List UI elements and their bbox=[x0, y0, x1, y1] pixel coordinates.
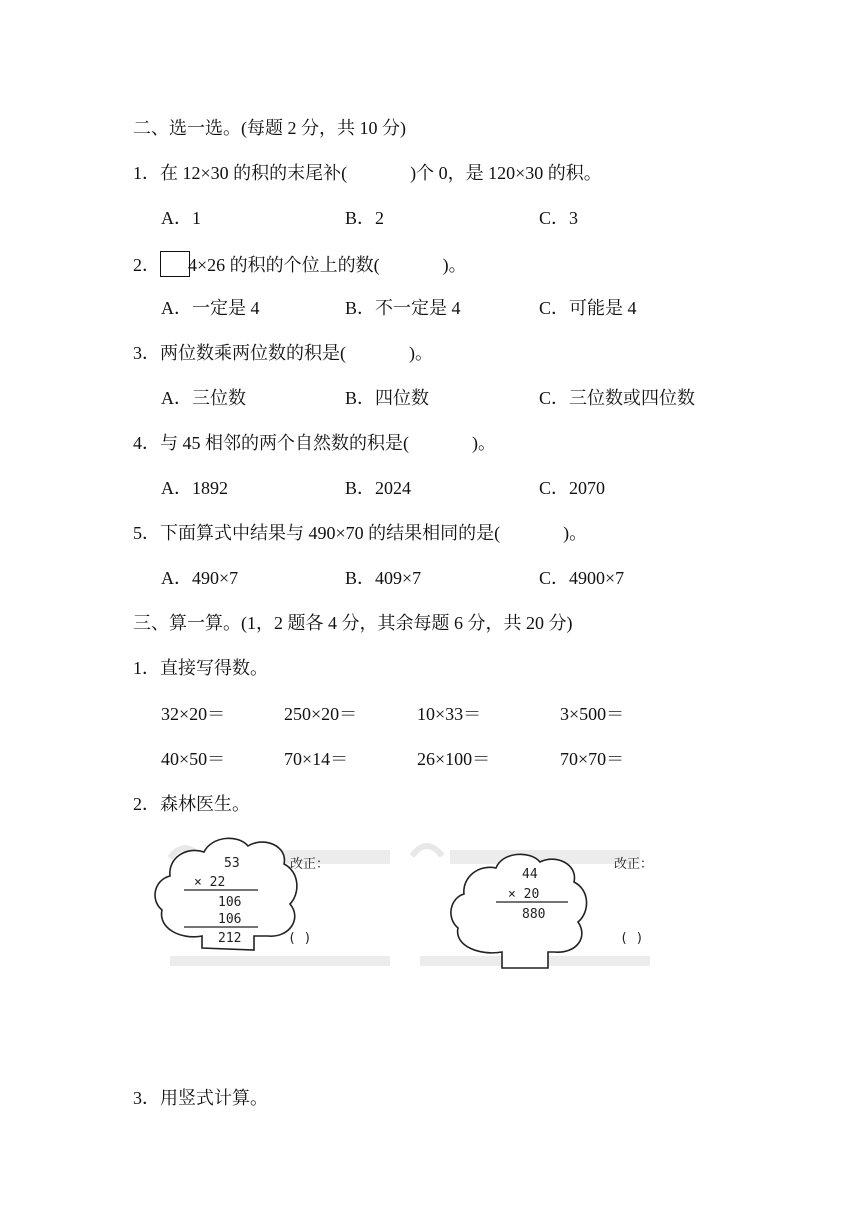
tree-1-partial-2: 106 bbox=[218, 912, 242, 927]
section-3-question-2-title: 2．森林医生。 bbox=[133, 794, 250, 814]
question-4-option-b: B．2024 bbox=[345, 478, 412, 498]
question-5-option-b: B．409×7 bbox=[345, 568, 422, 588]
question-2-stem bbox=[133, 251, 467, 277]
tree-1-result: 212 bbox=[218, 931, 242, 946]
question-2-option-b: B．不一定是 4 bbox=[345, 298, 461, 318]
question-2-stem-text: 4×26 的积的个位上的数( )。 bbox=[188, 255, 467, 275]
tree-2-multiplier: × 20 bbox=[508, 887, 540, 902]
tree-1-correction-label: 改正： bbox=[290, 857, 330, 872]
tree-2-outline bbox=[451, 854, 587, 968]
tree-1-paren[interactable]: ( ) bbox=[288, 931, 312, 946]
tree-2-paren[interactable]: ( ) bbox=[620, 931, 644, 946]
calc-2-3: 26×100＝ bbox=[417, 749, 491, 769]
question-2-option-c: C．可能是 4 bbox=[539, 298, 637, 318]
question-3-option-c: C．三位数或四位数 bbox=[539, 388, 696, 408]
question-5-option-c: C．4900×7 bbox=[539, 568, 625, 588]
section-2-heading: 二、选一选。(每题 2 分，共 10 分) bbox=[133, 118, 406, 138]
question-4-stem: 4．与 45 相邻的两个自然数的积是( )。 bbox=[133, 433, 496, 453]
calc-2-4: 70×70＝ bbox=[560, 749, 625, 769]
question-3-option-b: B．四位数 bbox=[345, 388, 430, 408]
section-3-heading: 三、算一算。(1，2 题各 4 分，其余每题 6 分，共 20 分) bbox=[133, 613, 573, 633]
calc-2-1: 40×50＝ bbox=[161, 749, 226, 769]
section-3-question-1-title: 1．直接写得数。 bbox=[133, 658, 268, 678]
question-4-option-c: C．2070 bbox=[539, 478, 606, 498]
calc-1-1: 32×20＝ bbox=[161, 704, 226, 724]
question-1-option-b: B．2 bbox=[345, 208, 385, 228]
calc-1-3: 10×33＝ bbox=[417, 704, 482, 724]
calc-1-2: 250×20＝ bbox=[284, 704, 358, 724]
forest-doctor-figure bbox=[150, 828, 690, 978]
question-1-stem: 1．在 12×30 的积的末尾补( )个 0，是 120×30 的积。 bbox=[133, 163, 602, 183]
fill-in-box[interactable] bbox=[160, 251, 190, 277]
question-2-option-a: A．一定是 4 bbox=[161, 298, 260, 318]
tree-2-top: 44 bbox=[522, 867, 538, 882]
tree-2-correction-label: 改正： bbox=[614, 857, 654, 872]
calc-2-2: 70×14＝ bbox=[284, 749, 349, 769]
tree-1-multiplier: × 22 bbox=[194, 875, 226, 890]
question-1-option-c: C．3 bbox=[539, 208, 579, 228]
question-3-option-a: A．三位数 bbox=[161, 388, 246, 408]
question-5-stem: 5．下面算式中结果与 490×70 的结果相同的是( )。 bbox=[133, 523, 588, 543]
tree-1-top: 53 bbox=[224, 856, 240, 871]
section-3-question-3-title: 3．用竖式计算。 bbox=[133, 1088, 268, 1108]
tree-2 bbox=[451, 854, 587, 968]
question-3-stem: 3．两位数乘两位数的积是( )。 bbox=[133, 343, 433, 363]
tree-2-result: 880 bbox=[522, 907, 546, 922]
calc-1-4: 3×500＝ bbox=[560, 704, 625, 724]
question-4-option-a: A．1892 bbox=[161, 478, 228, 498]
question-1-option-a: A．1 bbox=[161, 208, 201, 228]
question-5-option-a: A．490×7 bbox=[161, 568, 239, 588]
tree-1-partial-1: 106 bbox=[218, 895, 242, 910]
question-2-number: 2． bbox=[133, 255, 160, 275]
